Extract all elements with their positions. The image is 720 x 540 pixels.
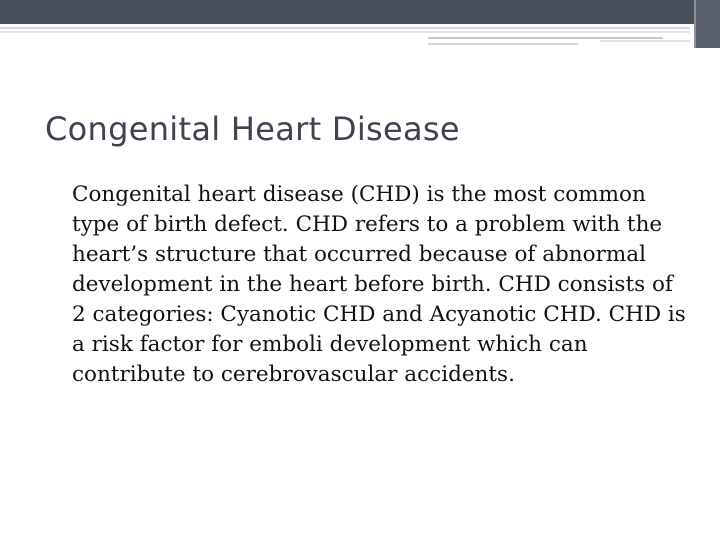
header-stripe bbox=[0, 31, 690, 33]
header-stripe bbox=[428, 37, 663, 39]
slide-title: Congenital Heart Disease bbox=[45, 110, 460, 148]
header-band bbox=[0, 0, 720, 24]
header-stripe bbox=[600, 40, 690, 42]
header-stripe bbox=[0, 27, 690, 29]
slide-body-text: Congenital heart disease (CHD) is the most common type of birth defect. CHD refers to a problem with the heart’s structure that occurred because of abnormal development in the heart before birth. CHD consists of 2 categories: Cyanotic CHD and Acyanotic CHD. CHD is a risk factor for emboli development which can contribute to cerebrovascular accidents. bbox=[72, 182, 686, 387]
header-accent-block bbox=[694, 0, 720, 48]
header-stripe bbox=[428, 43, 578, 45]
